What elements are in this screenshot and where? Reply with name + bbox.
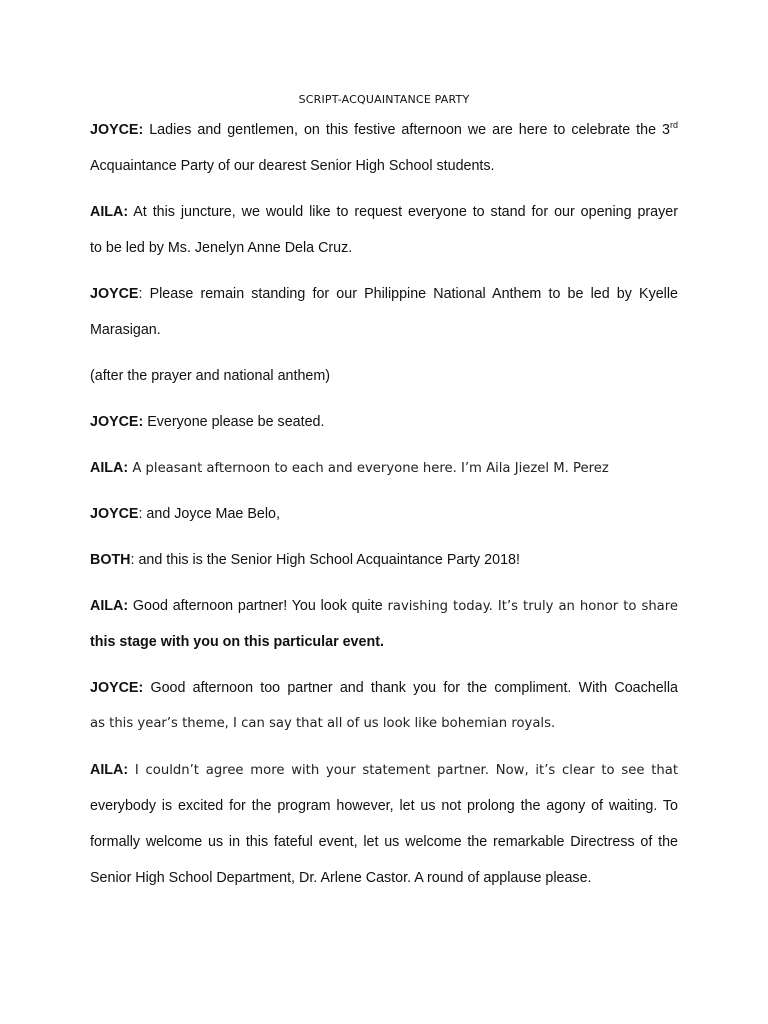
dialogue-text: Ladies and gentlemen, on this festive afternoon we are here to celebrate the 3 <box>143 122 670 138</box>
paragraph-line <box>90 194 678 230</box>
stage-direction-text: (after the prayer and national anthem) <box>90 368 331 384</box>
paragraph-line: Senior High School Department, Dr. Arlene Castor. A round of applause please. <box>90 870 592 886</box>
speaker-label: JOYCE: <box>90 414 144 430</box>
paragraph-line: formally welcome us in this fateful event, let us welcome the remarkable Directress of the <box>90 834 678 850</box>
speaker-label: AILA: <box>90 460 129 476</box>
dialogue-text: I couldn’t agree more with your statement partner. Now, it’s clear to see that <box>128 763 678 778</box>
paragraph-stage-direction <box>90 358 678 394</box>
document-title: SCRIPT-ACQUAINTANCE PARTY <box>298 93 470 106</box>
dialogue-text-alt: ravishing today. It’s truly an honor to share <box>387 599 679 614</box>
speaker-label: JOYCE <box>90 506 139 522</box>
paragraph-line-bold: this stage with you on this particular event. <box>90 634 384 650</box>
paragraph-line: as this year’s theme, I can say that all of us look like bohemian royals. <box>90 716 556 731</box>
paragraph-joyce-name <box>90 496 678 532</box>
paragraph-line <box>90 276 678 312</box>
paragraph-line <box>90 752 678 788</box>
paragraph-aila-welcome <box>90 752 678 896</box>
paragraph-line <box>90 670 678 706</box>
paragraph-line <box>90 496 678 532</box>
speaker-label: JOYCE: <box>90 680 144 696</box>
paragraph-line <box>90 112 678 148</box>
paragraph-joyce-compliment <box>90 670 678 742</box>
dialogue-text: : and this is the Senior High School Acquaintance Party 2018! <box>130 552 520 568</box>
dialogue-text: Everyone please be seated. <box>143 414 325 430</box>
speaker-label: AILA: <box>90 204 129 220</box>
paragraph-line <box>90 588 678 624</box>
paragraph-aila-prayer <box>90 194 678 266</box>
paragraph-joyce-anthem <box>90 276 678 348</box>
paragraph-both <box>90 542 678 578</box>
speaker-label: JOYCE: <box>90 122 144 138</box>
dialogue-text: : Please remain standing for our Philippine National Anthem to be led by Kyelle <box>138 286 678 302</box>
paragraph-line: Marasigan. <box>90 322 161 338</box>
dialogue-text: A pleasant afternoon to each and everyone here. I’m Aila Jiezel M. Perez <box>128 461 609 476</box>
paragraph-line <box>90 542 678 578</box>
paragraph-aila-greeting <box>90 450 678 486</box>
paragraph-line: everybody is excited for the program however, let us not prolong the agony of waiting. To <box>90 798 678 814</box>
paragraph-aila-partner <box>90 588 678 660</box>
dialogue-text: Good afternoon too partner and thank you for the compliment. With Coachella <box>143 680 678 696</box>
paragraph-line: to be led by Ms. Jenelyn Anne Dela Cruz. <box>90 240 353 256</box>
paragraph-line <box>90 450 678 486</box>
speaker-label: AILA: <box>90 598 129 614</box>
speaker-label: JOYCE <box>90 286 139 302</box>
paragraph-line <box>90 404 678 440</box>
dialogue-text: At this juncture, we would like to request everyone to stand for our opening prayer <box>128 204 678 220</box>
paragraph-line: Acquaintance Party of our dearest Senior High School students. <box>90 158 495 174</box>
dialogue-text: : and Joyce Mae Belo, <box>138 506 280 522</box>
paragraph-joyce-seated <box>90 404 678 440</box>
speaker-label: AILA: <box>90 762 129 778</box>
ordinal-superscript: rd <box>669 120 678 131</box>
dialogue-text: Good afternoon partner! You look quite <box>128 598 388 614</box>
paragraph-joyce-intro <box>90 112 678 184</box>
speaker-label: BOTH <box>90 552 131 568</box>
